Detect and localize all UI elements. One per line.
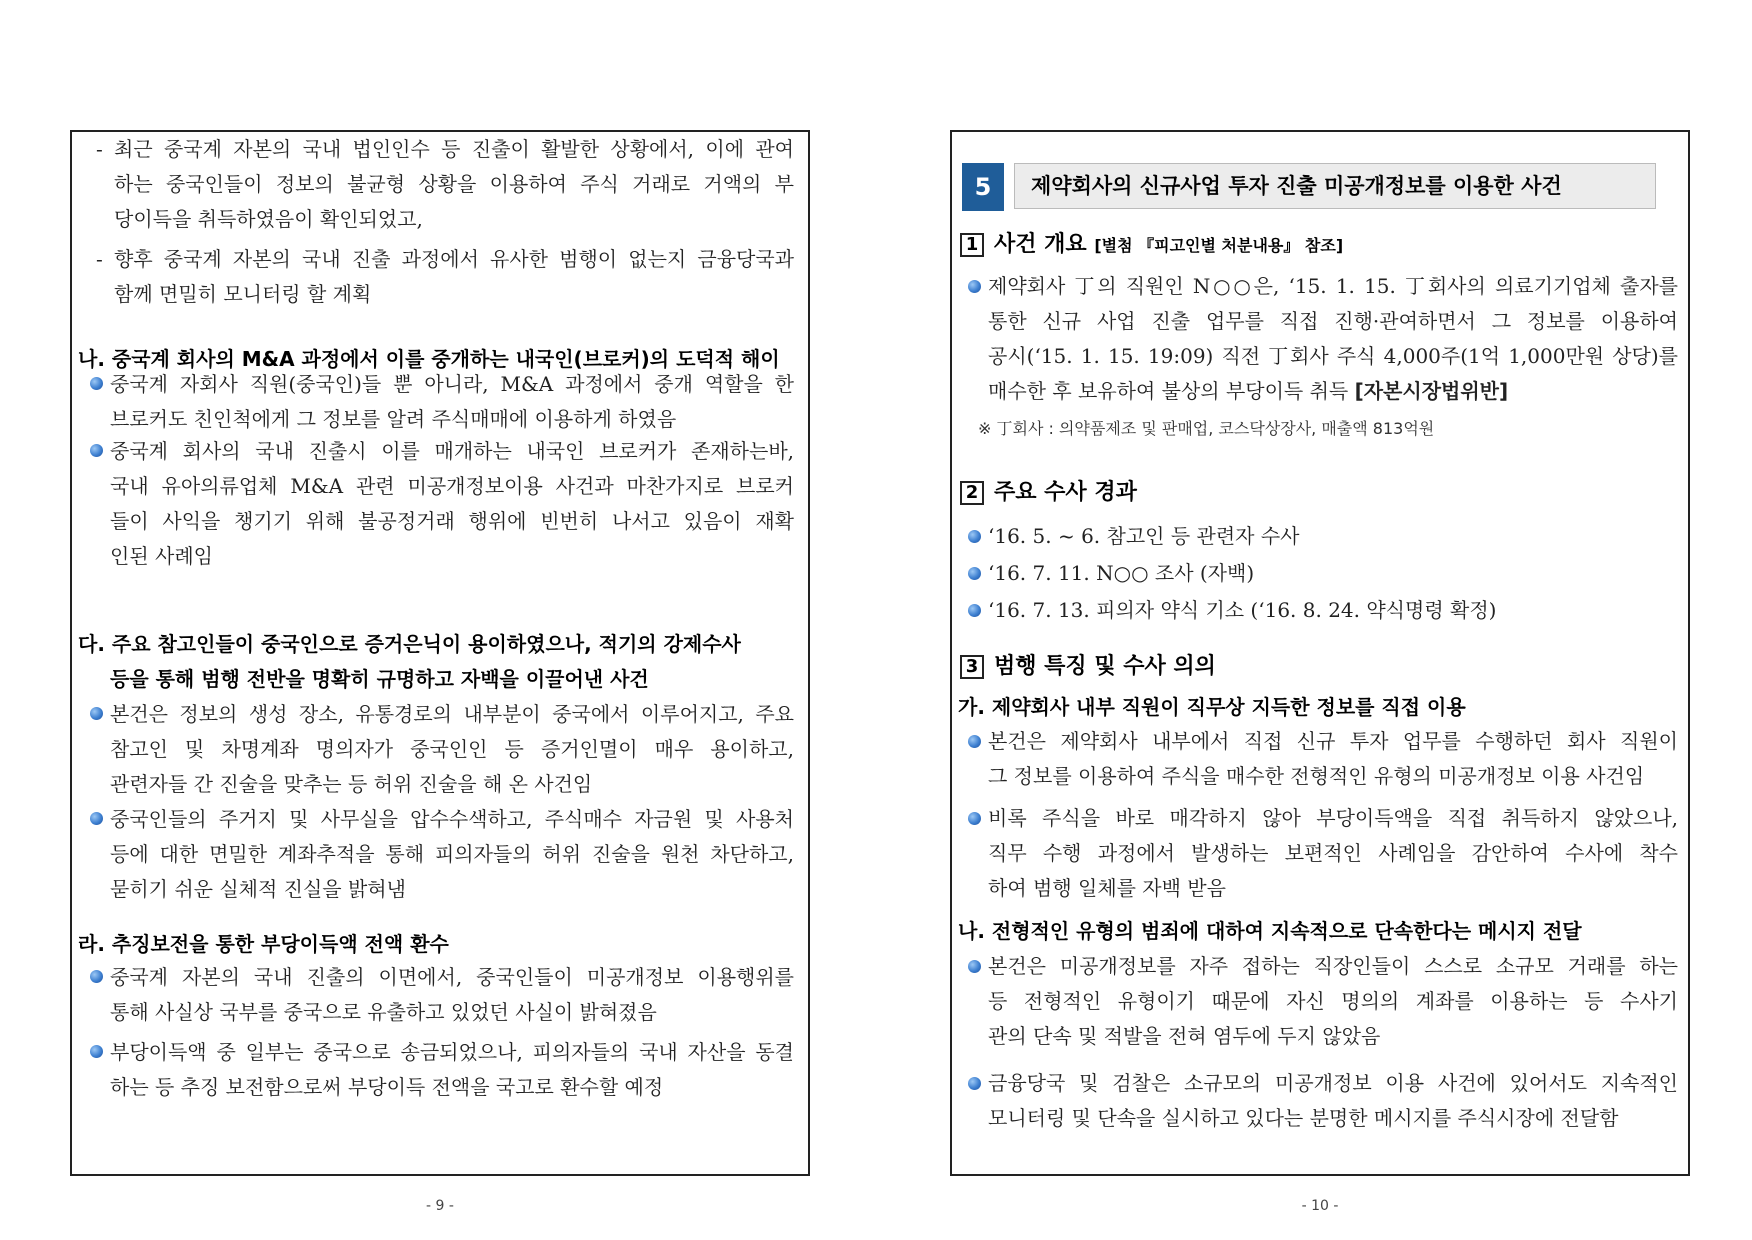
bullet-icon (968, 812, 981, 825)
bullet-line: 그 정보를 이용하여 주식을 매수한 전형적인 유형의 미공개정보 이용 사건임 (988, 764, 1645, 788)
bullet-line: 비록 주식을 바로 매각하지 않아 부당이득액을 직접 취득하지 않았으나, (988, 806, 1678, 830)
section-heading-na: 나. 중국계 회사의 M&A 과정에서 이를 중개하는 내국인(브로커)의 도덕적 해이 (78, 347, 780, 371)
bullet-icon (968, 960, 981, 973)
section-heading-da: 다. 주요 참고인들이 중국인으로 증거은닉이 용이하였으나, 적기의 강제수사 (78, 632, 741, 656)
section-reference-note: [별첨 『피고인별 처분내용』 참조] (1094, 236, 1344, 255)
section-title: 범행 특징 및 수사 의의 (994, 654, 1216, 679)
bullet-line: 등 전형적인 유형이기 때문에 자신 명의의 계좌를 이용하는 등 수사기 (988, 989, 1678, 1013)
bullet-line: 등에 대한 면밀한 계좌추적을 통해 피의자들의 허위 진술을 원천 차단하고, (110, 842, 794, 866)
section-heading-da-cont: 등을 통해 범행 전반을 명확히 규명하고 자백을 이끌어낸 사건 (110, 667, 649, 691)
bullet-line: 관련자들 간 진술을 맞추는 등 허위 진술을 해 온 사건임 (110, 772, 593, 796)
bullet-line: 중국인들의 주거지 및 사무실을 압수수색하고, 주식매수 자금원 및 사용처 (110, 807, 794, 831)
bullet-line: 금융당국 및 검찰은 소규모의 미공개정보 이용 사건에 있어서도 지속적인 (988, 1071, 1678, 1095)
section-heading-progress (960, 478, 1137, 508)
bullet-line: 통한 신규 사업 진출 업무를 직접 진행·관여하면서 그 정보를 이용하여 (988, 309, 1678, 333)
section-number-box: 2 (960, 481, 984, 505)
dash-marker: - (96, 247, 103, 271)
case-number-badge: 5 (962, 163, 1004, 211)
bullet-line: 제약회사 丁의 직원인 N○○은, ‘15. 1. 15. 丁회사의 의료기기업체 출자를 (988, 274, 1678, 298)
bullet-line (988, 374, 1678, 409)
timeline-item: ‘16. 5. ~ 6. 참고인 등 관련자 수사 (988, 524, 1300, 548)
bullet-icon (90, 970, 103, 983)
bullet-line: 중국계 자본의 국내 진출의 이면에서, 중국인들이 미공개정보 이용행위를 (110, 965, 794, 989)
bullet-icon (90, 812, 103, 825)
bullet-icon (968, 1077, 981, 1090)
bullet-line: 하는 등 추징 보전함으로써 부당이득 전액을 국고로 환수할 예정 (110, 1075, 664, 1099)
dash-item-line: 함께 면밀히 모니터링 할 계획 (114, 282, 372, 306)
case-title: 제약회사의 신규사업 투자 진출 미공개정보를 이용한 사건 (1014, 163, 1656, 209)
bullet-line: 국내 유아의류업체 M&A 관련 미공개정보이용 사건과 마찬가지로 브로커 (110, 474, 794, 498)
bullet-line: 통해 사실상 국부를 중국으로 유출하고 있었던 사실이 밝혀졌음 (110, 1000, 657, 1024)
bullet-line: 공시(‘15. 1. 15. 19:09) 직전 丁회사 주식 4,000주(1억 1,000만원 상당)를 (988, 344, 1678, 368)
section-title: 사건 개요 (994, 232, 1087, 257)
section-number-box: 3 (960, 655, 984, 679)
bullet-icon (90, 1045, 103, 1058)
bullet-line: 참고인 및 차명계좌 명의자가 중국인인 등 증거인멸이 매우 용이하고, (110, 737, 794, 761)
bullet-line: 본건은 제약회사 내부에서 직접 신규 투자 업무를 수행하던 회사 직원이 (988, 729, 1678, 753)
bullet-line: 부당이득액 중 일부는 중국으로 송금되었으나, 피의자들의 국내 자산을 동결 (110, 1040, 794, 1064)
bullet-icon (968, 604, 981, 617)
dash-item-line: 향후 중국계 자본의 국내 진출 과정에서 유사한 범행이 없는지 금융당국과 (114, 247, 794, 271)
section-heading-overview (960, 230, 1343, 261)
dash-item-line: 최근 중국계 자본의 국내 법인인수 등 진출이 활발한 상황에서, 이에 관여 (114, 137, 794, 161)
bullet-line: 중국계 회사의 국내 진출시 이를 매개하는 내국인 브로커가 존재하는바, (110, 439, 794, 463)
bullet-line: 관의 단속 및 적발을 전혀 염두에 두지 않았음 (988, 1024, 1381, 1048)
dash-marker: - (96, 137, 103, 161)
bullet-line: 중국계 자회사 직원(중국인)들 뿐 아니라, M&A 과정에서 중개 역할을 한 (110, 372, 794, 396)
subsection-heading-ga: 가. 제약회사 내부 직원이 직무상 지득한 정보를 직접 이용 (958, 695, 1466, 719)
page-number-right: - 10 - (1301, 1198, 1339, 1214)
bullet-line: 브로커도 친인척에게 그 정보를 알려 주식매매에 이용하게 하였음 (110, 407, 677, 431)
dash-item-line: 당이득을 취득하였음이 확인되었고, (114, 207, 423, 231)
bullet-icon (90, 444, 103, 457)
bullet-line: 들이 사익을 챙기기 위해 불공정거래 행위에 빈번히 나서고 있음이 재확 (110, 509, 794, 533)
bullet-line: 인된 사례임 (110, 544, 213, 568)
timeline-item: ‘16. 7. 11. N○○ 조사 (자백) (988, 561, 1255, 585)
bullet-icon (968, 530, 981, 543)
company-note: ※ 丁회사 : 의약품제조 및 판매업, 코스닥상장사, 매출액 813억원 (978, 419, 1435, 438)
bullet-line: 묻히기 쉬운 실체적 진실을 밝혀냄 (110, 877, 406, 901)
bullet-line: 본건은 정보의 생성 장소, 유통경로의 내부분이 중국에서 이루어지고, 주요 (110, 702, 794, 726)
bullet-line: 본건은 미공개정보를 자주 접하는 직장인들이 스스로 소규모 거래를 하는 (988, 954, 1678, 978)
bullet-icon (90, 377, 103, 390)
bullet-icon (968, 735, 981, 748)
section-title: 주요 수사 경과 (994, 480, 1137, 505)
law-violation-label: [자본시장법위반] (1354, 379, 1509, 403)
timeline-item: ‘16. 7. 13. 피의자 약식 기소 (‘16. 8. 24. 약식명령 확정) (988, 598, 1497, 622)
left-page-frame (70, 130, 810, 1176)
section-heading-ra: 라. 추징보전을 통한 부당이득액 전액 환수 (78, 932, 449, 956)
section-heading-significance (960, 652, 1216, 682)
bullet-line: 모니터링 및 단속을 실시하고 있다는 분명한 메시지를 주식시장에 전달함 (988, 1106, 1619, 1130)
page-number-left: - 9 - (426, 1198, 454, 1214)
bullet-icon (968, 567, 981, 580)
right-page-frame (950, 130, 1690, 1176)
dash-item-line: 하는 중국인들이 정보의 불균형 상황을 이용하여 주식 거래로 거액의 부 (114, 172, 794, 196)
section-number-box: 1 (960, 233, 984, 257)
bullet-icon (968, 280, 981, 293)
bullet-line-text: 매수한 후 보유하여 불상의 부당이득 취득 (988, 379, 1349, 403)
bullet-line: 직무 수행 과정에서 발생하는 보편적인 사례임을 감안하여 수사에 착수 (988, 841, 1678, 865)
bullet-icon (90, 707, 103, 720)
bullet-line: 하여 범행 일체를 자백 받음 (988, 876, 1226, 900)
subsection-heading-na: 나. 전형적인 유형의 범죄에 대하여 지속적으로 단속한다는 메시지 전달 (958, 919, 1582, 943)
